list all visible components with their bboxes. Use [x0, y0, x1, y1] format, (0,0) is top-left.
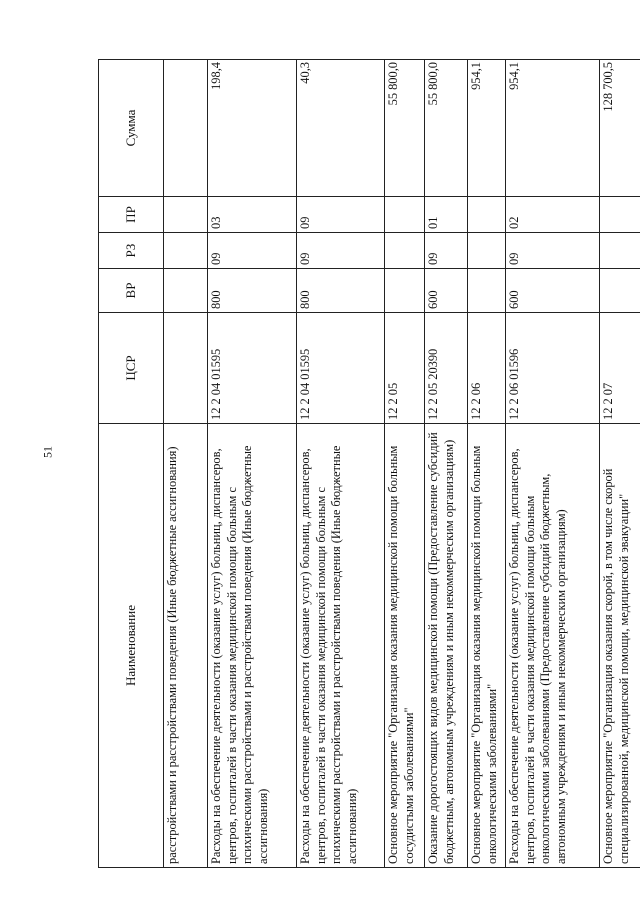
- cell-pr: 03: [208, 197, 297, 233]
- page-number: 51: [40, 446, 55, 458]
- cell-sum: 128 700,5: [600, 60, 640, 197]
- cell-pr: [164, 197, 208, 233]
- cell-pr: [600, 197, 640, 233]
- cell-name: Основное мероприятие "Организация оказания медицинской помощи больным онкологическими заболеваниями": [468, 424, 506, 868]
- cell-name: Расходы на обеспечение деятельности (оказание услуг) больниц, диспансеров, центров, госпиталей в части оказания медицинской помощи больным онкологическими заболеваниями (Предоставление субсидий бюджетным, автономным учреждениям и иным некоммерческим организациям): [506, 424, 600, 868]
- cell-csr: 12 2 05 20390: [425, 313, 468, 424]
- cell-csr: 12 2 04 01595: [297, 313, 385, 424]
- cell-rz: 09: [425, 233, 468, 269]
- cell-rz: [164, 233, 208, 269]
- cell-name: Основное мероприятие "Организация оказания медицинской помощи больным сосудистыми заболеваниями": [385, 424, 425, 868]
- cell-sum: 198,4: [208, 60, 297, 197]
- table-row: [468, 60, 506, 868]
- cell-name: Расходы на обеспечение деятельности (оказание услуг) больниц, диспансеров, центров, госпиталей в части оказания медицинской помощи больным с психическими расстройствами и расстройствами поведения (Иные бюджетные ассигнования): [208, 424, 297, 868]
- cell-sum: 55 800,0: [385, 60, 425, 197]
- table-row: [297, 60, 385, 868]
- cell-vr: [164, 269, 208, 313]
- cell-name: Оказание дорогостоящих видов медицинской помощи (Предоставление субсидий бюджетным, автономным учреждениям и иным некоммерческим организациям): [425, 424, 468, 868]
- table-row: [506, 60, 600, 868]
- cell-vr: [468, 269, 506, 313]
- header-vr: ВР: [99, 269, 164, 313]
- cell-rz: 09: [506, 233, 600, 269]
- cell-pr: 09: [297, 197, 385, 233]
- cell-sum: 55 800,0: [425, 60, 468, 197]
- table-header-row: [99, 60, 164, 868]
- header-csr: ЦСР: [99, 313, 164, 424]
- header-sum: Сумма: [99, 60, 164, 197]
- cell-rz: 09: [297, 233, 385, 269]
- cell-csr: 12 2 05: [385, 313, 425, 424]
- cell-rz: [600, 233, 640, 269]
- cell-sum: 954,1: [468, 60, 506, 197]
- cell-csr: 12 2 06: [468, 313, 506, 424]
- cell-sum: [164, 60, 208, 197]
- table-row: [425, 60, 468, 868]
- rotated-page-content: [98, 60, 631, 868]
- table-row: [208, 60, 297, 868]
- cell-rz: [468, 233, 506, 269]
- cell-csr: [164, 313, 208, 424]
- table-row: [164, 60, 208, 868]
- cell-name: Расходы на обеспечение деятельности (оказание услуг) больниц, диспансеров, центров, госпиталей в части оказания медицинской помощи больным с психическими расстройствами и расстройствами поведения (Иные бюджетные ассигнования): [297, 424, 385, 868]
- cell-pr: [468, 197, 506, 233]
- budget-table: [98, 59, 640, 868]
- cell-vr: [600, 269, 640, 313]
- header-pr: ПР: [99, 197, 164, 233]
- cell-name: расстройствами и расстройствами поведения (Иные бюджетные ассигнования): [164, 424, 208, 868]
- table-row: [600, 60, 640, 868]
- cell-pr: 02: [506, 197, 600, 233]
- cell-vr: 600: [506, 269, 600, 313]
- cell-sum: 40,3: [297, 60, 385, 197]
- cell-pr: 01: [425, 197, 468, 233]
- cell-pr: [385, 197, 425, 233]
- cell-vr: [385, 269, 425, 313]
- cell-rz: [385, 233, 425, 269]
- cell-vr: 800: [297, 269, 385, 313]
- cell-sum: 954,1: [506, 60, 600, 197]
- cell-name: Основное мероприятие "Организация оказания скорой, в том числе скорой специализированной, медицинской помощи, медицинской эвакуации": [600, 424, 640, 868]
- table-row: [385, 60, 425, 868]
- header-rz: РЗ: [99, 233, 164, 269]
- cell-csr: 12 2 06 01596: [506, 313, 600, 424]
- cell-vr: 800: [208, 269, 297, 313]
- cell-csr: 12 2 07: [600, 313, 640, 424]
- header-name: Наименование: [99, 424, 164, 868]
- cell-rz: 09: [208, 233, 297, 269]
- cell-csr: 12 2 04 01595: [208, 313, 297, 424]
- cell-vr: 600: [425, 269, 468, 313]
